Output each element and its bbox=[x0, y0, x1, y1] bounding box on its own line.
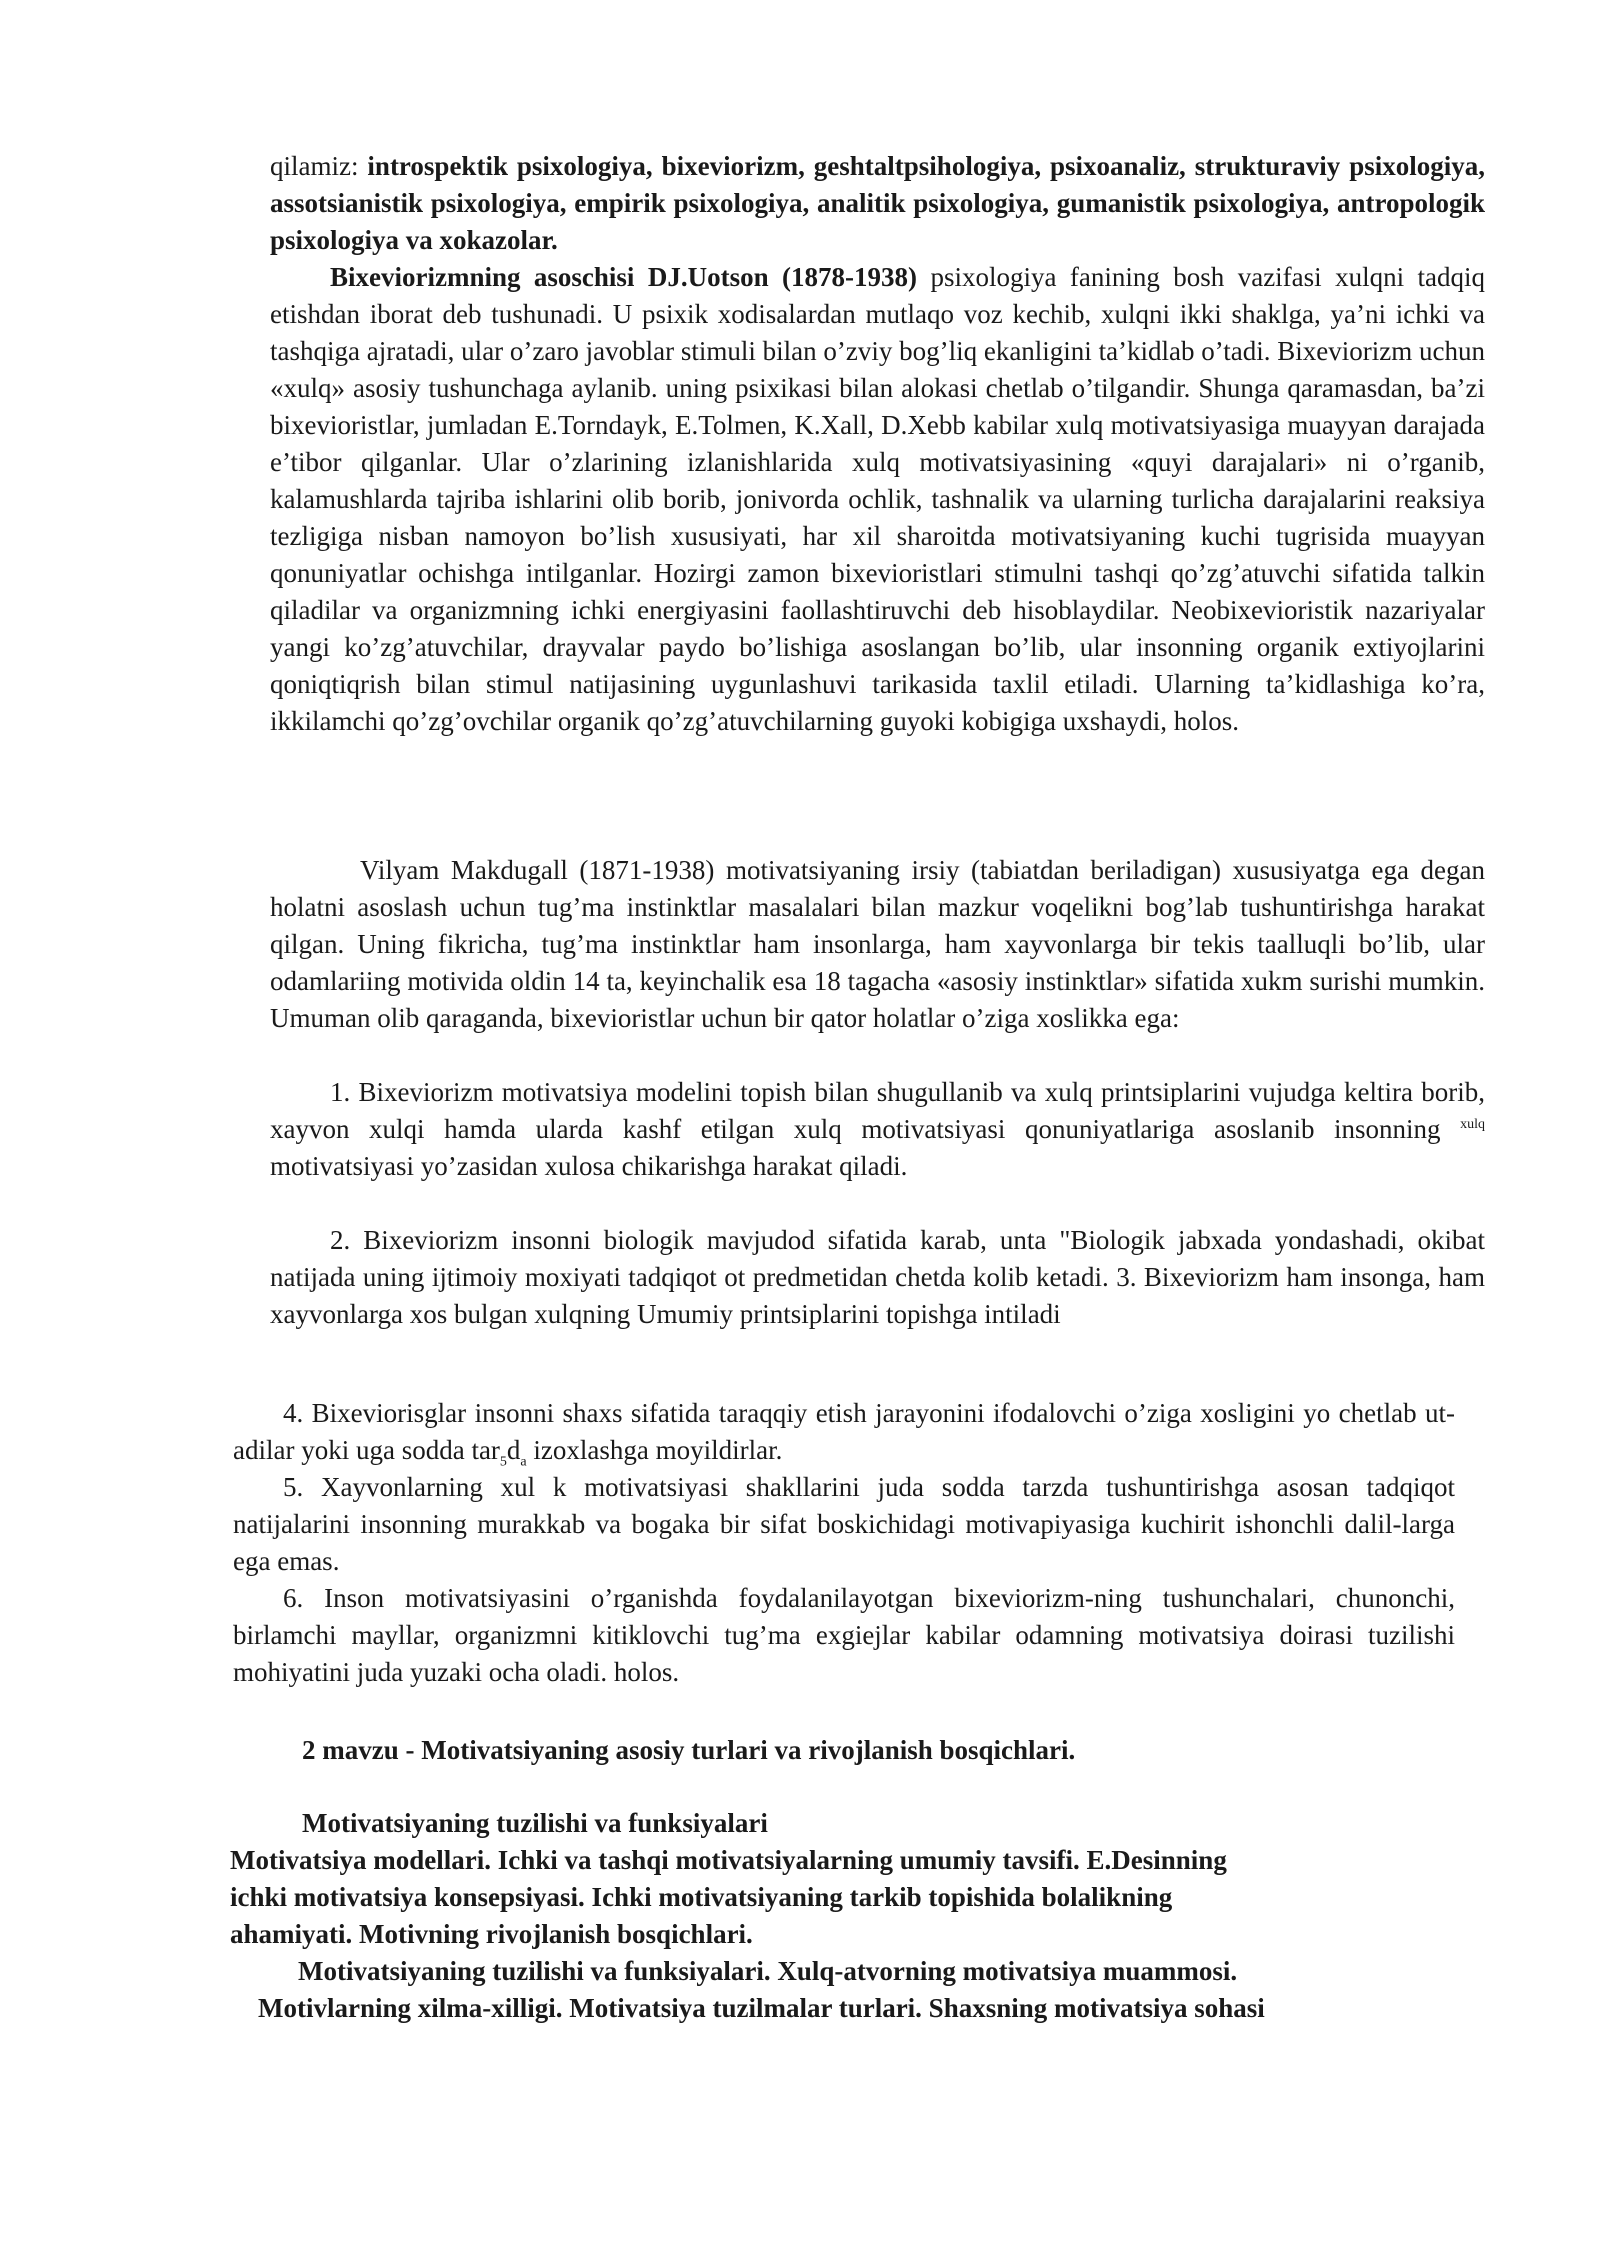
watson-paragraph bbox=[270, 259, 1485, 740]
section-title: Motivatsiyaning tuzilishi va funksiyalari bbox=[302, 1808, 768, 1838]
intro-lead: qilamiz: bbox=[270, 151, 368, 181]
outline-line: Motivatsiya modellari. Ichki va tashqi motivatsiyalarning umumiy tavsifi. E.Desinning bbox=[230, 1845, 1227, 1875]
list-item-1 bbox=[270, 1074, 1485, 1185]
list-item-4-letter: d bbox=[506, 1435, 521, 1465]
outline-line: Motivlarning xilma-xilligi. Motivatsiya tuzilmalar turlari. Shaxsning motivatsiya sohasi bbox=[258, 1993, 1265, 2023]
mcdougall-paragraph: Vilyam Makdugall (1871-1938) motivatsiyaning irsiy (tabiatdan beriladigan) xususiyatga ega degan holatni asoslash uchun tug’ma instinktlar masalalari bilan mazkur voqelikni bog’lab tushuntirishga harakat qilgan. Uning fikricha, tug’ma instinktlar ham insonlarga, ham xayvonlarga bir tekis taalluqli bo’lib, ular odamlariing motivida oldin 14 ta, keyinchalik esa 18 tagacha «asosiy instinktlar» sifatida xukm surishi mumkin. Umuman olib qaraganda, bixevioristlar uchun bir qator holatlar o’ziga xoslikka ega: bbox=[270, 855, 1485, 1033]
outline-line: ichki motivatsiya konsepsiyasi. Ichki motivatsiyaning tarkib topishida bolalikning bbox=[230, 1882, 1173, 1912]
list-item-4-text: 4. Bixeviorisglar insonni shaxs sifatida taraqqiy etish jarayonini ifodalovchi o’ziga xosligini yo chetlab ut-adilar yoki uga sodda tar bbox=[233, 1398, 1455, 1465]
topic-title: 2 mavzu - Motivatsiyaning asosiy turlari va rivojlanish bosqichlari. bbox=[302, 1735, 1076, 1765]
watson-body: psixologiya fanining bosh vazifasi xulqni tadqiq etishdan iborat deb tushunadi. U psixik xodisalardan mutlaqo voz kechib, xulqni ikki shaklga, ya’ni ichki va tashqiga ajratadi, ular o’zaro javoblar stimuli bilan o’zviy bog’liq ekanligini ta’kidlab o’tadi. Bixeviorizm uchun «xulq» asosiy tushunchaga aylanib. uning psixikasi bilan alokasi chetlab o’tilgandir. Shunga qaramasdan, ba’zi bixevioristlar, jumladan E.Torndayk, E.Tolmen, K.Xall, D.Xebb kabilar xulq motivatsiyasiga muayyan darajada e’tibor qilganlar. Ular o’zlarining izlanishlarida xulq motivatsiyasining «quyi darajalari» ni o’rganib, kalamushlarda tajriba ishlarini olib borib, jonivorda ochlik, tashnalik va ularning turlicha darajalarini reaksiya tezligiga nisban namoyon bo’lish xususiyati, har xil sharoitda motivatsiyaning kuchi tugrisida muayyan qonuniyatlar ochishga intilganlar. Hozirgi zamon bixevioristlari stimulni tashqi qo’zg’atuvchi sifatida talkin qiladilar va organizmning ichki energiyasini faollashtiruvchi deb hisoblaydilar. Neobixevioristik nazariyalar yangi ko’zg’atuvchilar, drayvalar paydo bo’lishiga asoslangan bo’lib, ular insonning organik extiyojlarini qoniqtiqrish bilan stimul natijasining uygunlashuvi tarikasida taxlil etiladi. Ularning ta’kidlashiga ko’ra, ikkilamchi qo’zg’ovchilar organik qo’zg’atuvchilarning guyoki kobigiga uxshaydi, holos. bbox=[270, 262, 1485, 736]
list-items-2-3: 2. Bixeviorizm insonni biologik mavjudod sifatida karab, unta "Biologik jabxada yondashadi, okibat natijada uning ijtimoiy moxiyati tadqiqot ot predmetidan chetda kolib ketadi. 3. Bixeviorizm ham insonga, ham xayvonlarga xos bulgan xulqning Umumiy printsiplarini topishga intiladi bbox=[270, 1225, 1485, 1329]
list-item-4 bbox=[233, 1395, 1455, 1469]
psychology-schools-list: introspektik psixologiya, bixeviorizm, geshtaltpsihologiya, psixoanaliz, strukturaviy psixologiya, assotsianistik psixologiya, empirik psixologiya, analitik psixologiya, gumanistik psixologiya, antropologik psixologiya va xokazolar. bbox=[270, 151, 1485, 255]
watson-lead: Bixeviorizmning asoschisi DJ.Uotson (1878-1938) bbox=[330, 262, 918, 292]
list-item-6: 6. Inson motivatsiyasini o’rganishda foydalanilayotgan bixeviorizm-ning tushunchalari, chunonchi, birlamchi mayllar, organizmni kitiklovchi tug’ma exgiejlar kabilar odamning motivatsiya doirasi tuzilishi mohiyatini juda yuzaki ocha oladi. holos. bbox=[233, 1583, 1455, 1687]
list-item-1-end: motivatsiyasi yo’zasidan xulosa chikarishga harakat qiladi. bbox=[270, 1151, 908, 1181]
superscript-xulq: xulq bbox=[1460, 1117, 1485, 1132]
outline-line: ahamiyati. Motivning rivojlanish bosqichlari. bbox=[230, 1919, 753, 1949]
subscript-a: a bbox=[520, 1454, 527, 1470]
list-item-4-end: izoxlashga moyildirlar. bbox=[526, 1435, 783, 1465]
outline-line: Motivatsiyaning tuzilishi va funksiyalari. Xulq-atvorning motivatsiya muammosi. bbox=[298, 1956, 1238, 1986]
subscript-5: 5 bbox=[499, 1454, 507, 1470]
list-item-1-text: 1. Bixeviorizm motivatsiya modelini topish bilan shugullanib va xulq printsiplarini vujudga keltira borib, xayvon xulqi hamda ularda kashf etilgan xulq motivatsiyasi qonuniyatlariga asoslanib insonning bbox=[270, 1077, 1485, 1144]
list-item-5: 5. Xayvonlarning xul k motivatsiyasi shakllarini juda sodda tarzda tushuntirishga asosan tadqiqot natijalarini insonning murakkab va bogaka bir sifat boskichidagi motivapiyasiga kuchirit ishonchli dalil-larga ega emas. bbox=[233, 1472, 1455, 1576]
intro-paragraph bbox=[270, 148, 1485, 259]
